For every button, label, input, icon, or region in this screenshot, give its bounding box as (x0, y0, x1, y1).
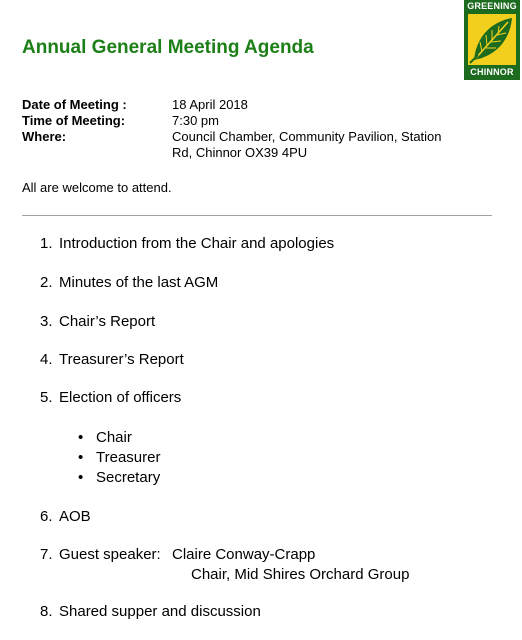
guest-speaker-name: Claire Conway-Crapp (172, 546, 316, 563)
bullet-icon: • (78, 469, 84, 486)
agenda-item (40, 546, 161, 563)
agenda-item (40, 313, 155, 330)
agenda-item-number: 2. (40, 274, 53, 291)
agenda-item-text: Treasurer’s Report (59, 351, 184, 368)
greening-chinnor-logo (464, 0, 520, 80)
agenda-item-number: 1. (40, 235, 53, 252)
agenda-item-text: Election of officers (59, 389, 182, 406)
divider (22, 215, 492, 216)
agenda-item (40, 274, 218, 291)
agenda-item (40, 389, 181, 406)
agenda-item-number: 7. (40, 546, 53, 563)
officer-role: Secretary (96, 469, 161, 486)
meeting-time-label: Time of Meeting: (22, 113, 126, 128)
agenda-item-text: Guest speaker: (59, 546, 161, 563)
meeting-date-label: Date of Meeting : (22, 97, 127, 112)
guest-speaker-role: Chair, Mid Shires Orchard Group (191, 566, 410, 583)
agenda-item-number: 8. (40, 603, 53, 620)
officer-bullet-item (78, 469, 160, 486)
agenda-item-text: AOB (59, 508, 91, 525)
logo-bottom-text: CHINNOR (470, 67, 514, 77)
agenda-item-number: 4. (40, 351, 53, 368)
agenda-item (40, 235, 334, 252)
agenda-item-text: Chair’s Report (59, 313, 156, 330)
agenda-item-number: 6. (40, 508, 53, 525)
leaf-icon (468, 14, 516, 65)
agenda-item (40, 351, 184, 368)
agenda-item-number: 5. (40, 389, 53, 406)
agenda-item-text: Introduction from the Chair and apologies (59, 235, 335, 252)
page-title: Annual General Meeting Agenda (22, 37, 314, 58)
meeting-date-value: 18 April 2018 (172, 97, 248, 112)
bullet-icon: • (78, 449, 84, 466)
officer-bullet-item (78, 449, 160, 466)
agenda-item-text: Minutes of the last AGM (59, 274, 219, 291)
meeting-time-value: 7:30 pm (172, 113, 219, 128)
meeting-location-label: Where: (22, 129, 67, 144)
meeting-location-value-line2: Rd, Chinnor OX39 4PU (172, 145, 308, 160)
officer-bullet-item (78, 429, 132, 446)
logo-top-text: GREENING (467, 1, 517, 11)
agenda-item-number: 3. (40, 313, 53, 330)
officer-role: Chair (96, 429, 132, 446)
agenda-item-text: Shared supper and discussion (59, 603, 261, 620)
officer-role: Treasurer (96, 449, 161, 466)
meeting-location-value-line1: Council Chamber, Community Pavilion, Station (172, 129, 442, 144)
agenda-item (40, 508, 91, 525)
welcome-text: All are welcome to attend. (22, 180, 172, 195)
agenda-item (40, 603, 261, 620)
bullet-icon: • (78, 429, 84, 446)
